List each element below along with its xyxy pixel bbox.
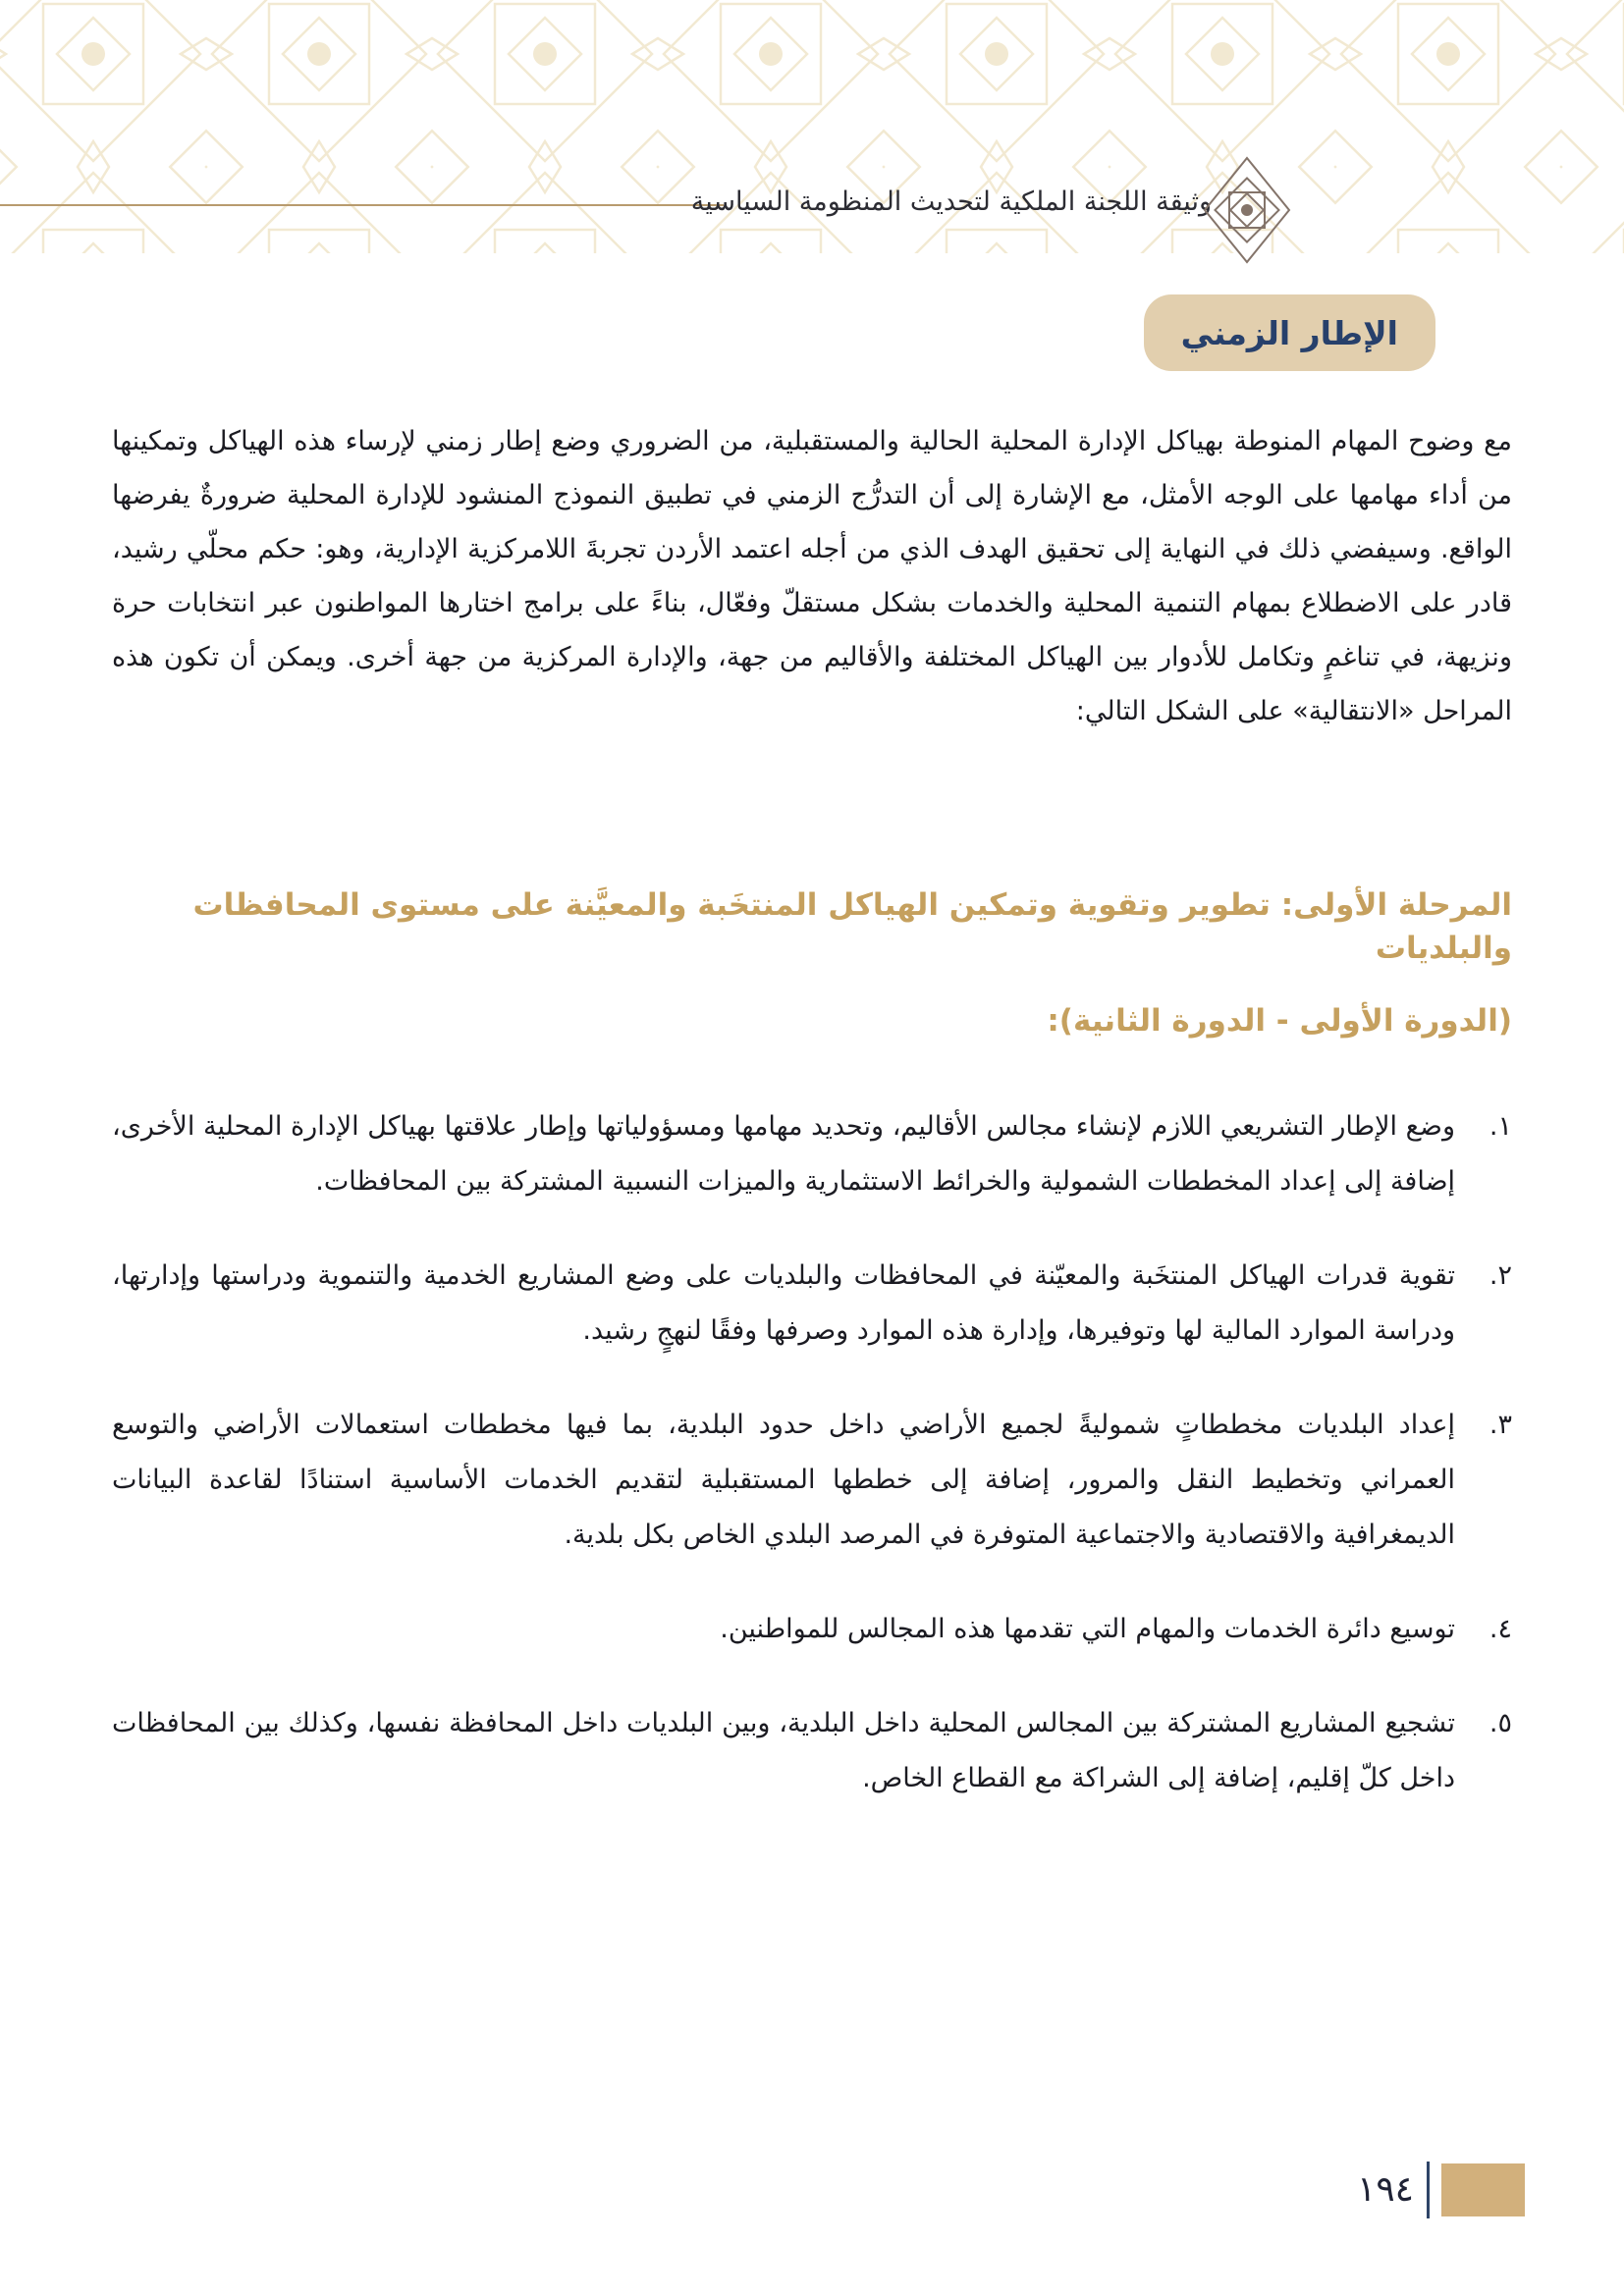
header-title: وثيقة اللجنة الملكية لتحديث المنظومة السياسية [690, 187, 1212, 217]
numbered-list [112, 1099, 1512, 1806]
footer-accent-block [1441, 2163, 1525, 2216]
page-number: ١٩٤ [1356, 2169, 1414, 2210]
list-item-text: إعداد البلديات مخططاتٍ شموليةً لجميع الأراضي داخل حدود البلدية، بما فيها مخططات استعمالات الأراضي والتوسع العمراني وتخطيط النقل والمرور، إضافة إلى خططها المستقبلية لتقديم الخدمات الأساسية استنادًا لقاعدة البيانات الديمغرافية والاقتصادية والاجتماعية المتوفرة في المرصد البلدي الخاص بكل بلدية. [112, 1410, 1455, 1550]
list-item-text: توسيع دائرة الخدمات والمهام التي تقدمها هذه المجالس للمواطنين. [720, 1614, 1455, 1644]
section-badge-time-frame: الإطار الزمني [1144, 294, 1435, 371]
list-item-number: ٥. [1489, 1708, 1512, 1738]
list-item [112, 1696, 1512, 1806]
list-item-number: ١. [1489, 1111, 1512, 1142]
list-item [112, 1099, 1512, 1209]
list-item-number: ٤. [1489, 1614, 1512, 1644]
list-item-number: ٢. [1489, 1260, 1512, 1291]
list-item-text: وضع الإطار التشريعي اللازم لإنشاء مجالس الأقاليم، وتحديد مهامها ومسؤولياتها وإطار علاقتها بهياكل الإدارة المحلية الأخرى، إضافة إلى إعداد المخططات الشمولية والخرائط الاستثمارية والميزات النسبية المشتركة بين المحافظات. [112, 1111, 1455, 1197]
list-item [112, 1602, 1512, 1657]
list-item-text: تقوية قدرات الهياكل المنتخَبة والمعيّنة في المحافظات والبلديات على وضع المشاريع الخدمية والتنموية ودراستها وإدارتها، ودراسة الموارد المالية لها وتوفيرها، وإدارة هذه الموارد وصرفها وفقًا لنهجٍ رشيد. [112, 1260, 1455, 1346]
phase-heading-line1: المرحلة الأولى: تطوير وتقوية وتمكين الهياكل المنتخَبة والمعيَّنة على مستوى المحافظات والبلديات [192, 887, 1512, 966]
main-content [112, 0, 1512, 1845]
list-item-text: تشجيع المشاريع المشتركة بين المجالس المحلية داخل البلدية، وبين البلديات داخل المحافظة نفسها، وكذلك بين المحافظات داخل كلّ إقليم، إضافة إلى الشراكة مع القطاع الخاص. [112, 1708, 1455, 1793]
list-item-number: ٣. [1489, 1410, 1512, 1440]
intro-paragraph: مع وضوح المهام المنوطة بهياكل الإدارة المحلية الحالية والمستقبلية، من الضروري وضع إطار زمني لإرساء هذه الهياكل وتمكينها من أداء مهامها على الوجه الأمثل، مع الإشارة إلى أن التدرُّج الزمني في تطبيق النموذج المنشود للإدارة المحلية ضرورةٌ يفرضها الواقع. وسيفضي ذلك في النهاية إلى تحقيق الهدف الذي من أجله اعتمد الأردن تجربةَ اللامركزية الإدارية، وهو: حكم محلّي رشيد، قادر على الاضطلاع بمهام التنمية المحلية والخدمات بشكل مستقلّ وفعّال، بناءً على برامج اختارها المواطنون عبر انتخابات حرة ونزيهة، في تناغمٍ وتكامل للأدوار بين الهياكل المختلفة والأقاليم من جهة، والإدارة المركزية من جهة أخرى. ويمكن أن تكون هذه المراحل «الانتقالية» على الشكل التالي: [112, 426, 1512, 726]
footer-divider [1427, 2162, 1430, 2218]
phase-heading-line2: (الدورة الأولى - الدورة الثانية): [1047, 1003, 1512, 1039]
page-footer [0, 2156, 1624, 2229]
list-item [112, 1398, 1512, 1563]
list-item [112, 1249, 1512, 1359]
phase-one-heading [112, 883, 1512, 1042]
